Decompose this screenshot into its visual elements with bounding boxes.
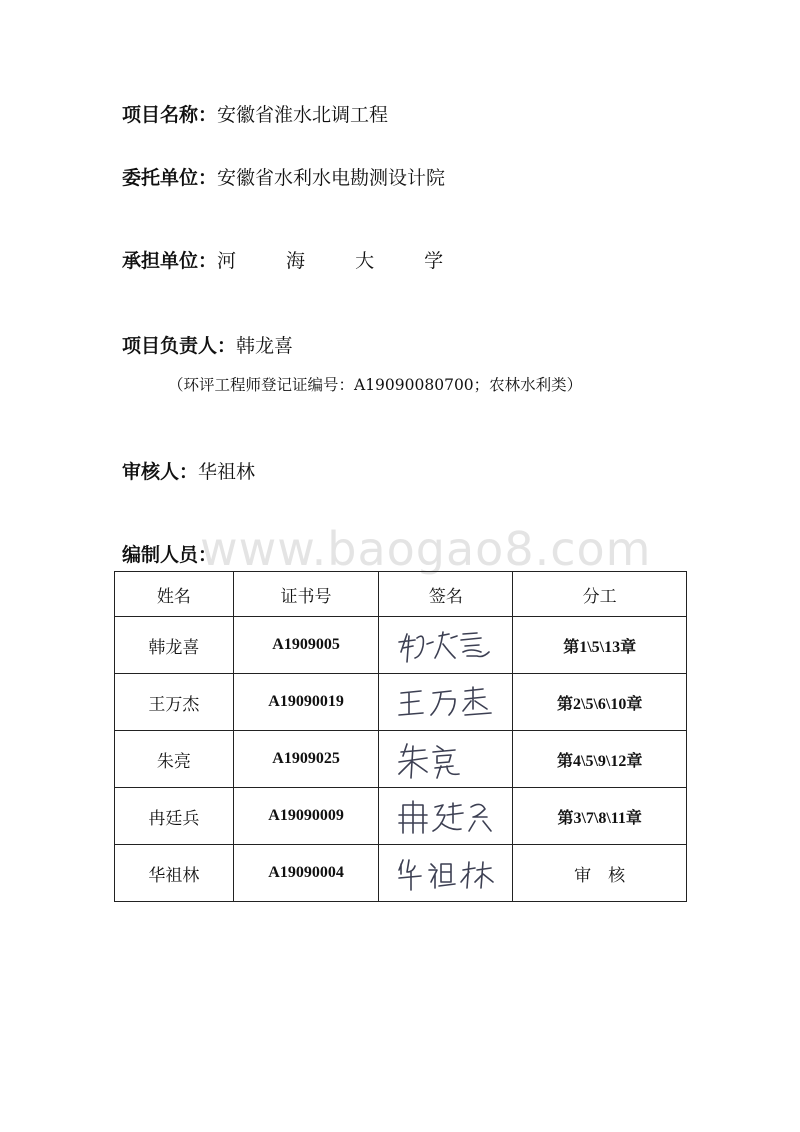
- table-row: [115, 788, 687, 845]
- staff-cert: A1909025: [233, 731, 379, 788]
- project-lead-label: 项目负责人：: [122, 335, 237, 357]
- table-row: [115, 731, 687, 788]
- staff-name: 朱亮: [115, 731, 234, 788]
- client-field: [122, 163, 445, 190]
- signature-image: [391, 736, 501, 782]
- reviewer-value: 华祖林: [198, 461, 256, 483]
- signature-image: [391, 850, 501, 896]
- signature-image: [391, 679, 501, 725]
- staff-duty: 第1\5\13章: [513, 617, 687, 674]
- reviewer-label: 审核人：: [122, 461, 199, 483]
- watermark: www.baogao8.com: [200, 522, 652, 576]
- table-row: [115, 617, 687, 674]
- client-label: 委托单位：: [122, 167, 218, 189]
- project-lead-field: [122, 331, 293, 358]
- signature-cell: [379, 845, 513, 902]
- staff-duty: 第3\7\8\11章: [513, 788, 687, 845]
- contractor-field: [122, 246, 465, 273]
- staff-name: 韩龙喜: [115, 617, 234, 674]
- staff-cert: A19090004: [233, 845, 379, 902]
- header-name: 姓名: [115, 572, 234, 617]
- signature-cell: [379, 617, 513, 674]
- staff-cert: A1909005: [233, 617, 379, 674]
- staff-cert: A19090019: [233, 674, 379, 731]
- signature-cell: [379, 731, 513, 788]
- project-name-field: [122, 100, 388, 127]
- staff-heading: 编制人员：: [122, 544, 218, 566]
- signature-cell: [379, 674, 513, 731]
- staff-name: 冉廷兵: [115, 788, 234, 845]
- project-lead-value: 韩龙喜: [236, 335, 294, 357]
- signature-image: [391, 622, 501, 668]
- staff-duty: 第2\5\6\10章: [513, 674, 687, 731]
- staff-name: 华祖林: [115, 845, 234, 902]
- reviewer-field: [122, 457, 255, 484]
- header-signature: 签名: [379, 572, 513, 617]
- staff-duty: 审 核: [513, 845, 687, 902]
- lead-registration-note: （环评工程师登记证编号：A19090080700；农林水利类）: [168, 376, 583, 394]
- header-cert: 证书号: [233, 572, 379, 617]
- contractor-value: 河 海 大 学: [217, 250, 466, 272]
- staff-table: [114, 571, 687, 902]
- staff-cert: A19090009: [233, 788, 379, 845]
- client-value: 安徽省水利水电勘测设计院: [217, 167, 446, 189]
- table-header-row: [115, 572, 687, 617]
- table-row: [115, 674, 687, 731]
- signature-image: [391, 793, 501, 839]
- table-row: [115, 845, 687, 902]
- header-duty: 分工: [513, 572, 687, 617]
- project-name-value: 安徽省淮水北调工程: [217, 104, 389, 126]
- signature-cell: [379, 788, 513, 845]
- contractor-label: 承担单位：: [122, 250, 218, 272]
- staff-name: 王万杰: [115, 674, 234, 731]
- project-name-label: 项目名称：: [122, 104, 218, 126]
- staff-duty: 第4\5\9\12章: [513, 731, 687, 788]
